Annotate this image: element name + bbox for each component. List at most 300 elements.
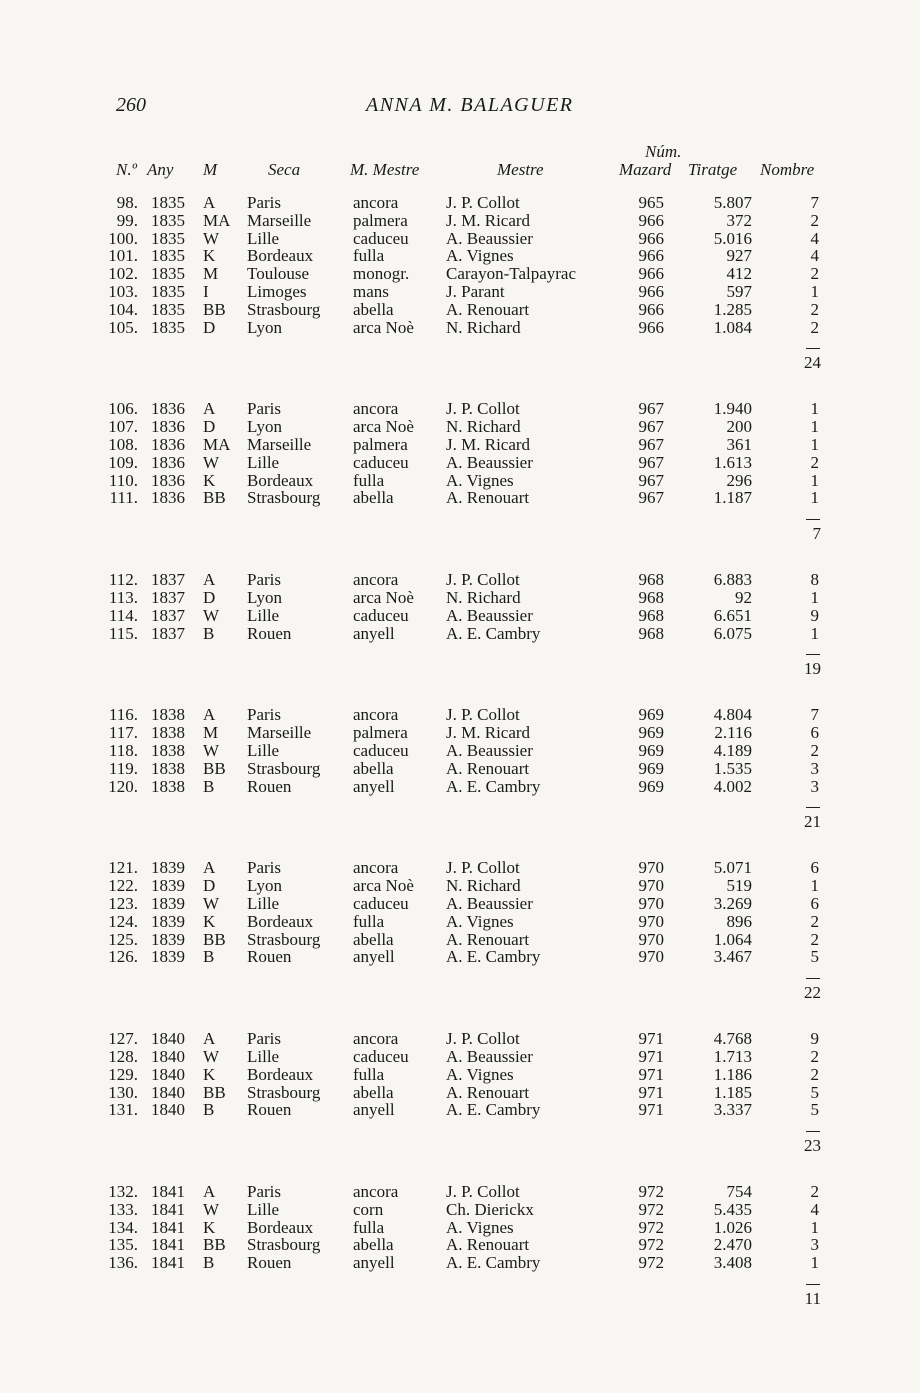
subtotal (0, 966, 920, 1003)
table-row (0, 778, 920, 796)
cell-mint: Rouen (247, 776, 292, 796)
cell-year: 1835 (151, 299, 185, 319)
cell-count: 2 (810, 452, 819, 472)
cell-year: 1841 (151, 1253, 185, 1273)
cell-mint: Strasbourg (247, 758, 321, 778)
cell-number: 109. (108, 452, 138, 472)
cell-number: 111. (109, 488, 138, 508)
cell-mint-master-mark: abella (353, 488, 394, 508)
cell-mazard: 966 (638, 246, 664, 266)
subtotal-rule (806, 519, 820, 520)
cell-mint-master-mark: ancora (353, 193, 399, 212)
cell-year: 1836 (151, 488, 185, 508)
table-row (0, 742, 920, 760)
cell-mint-master: A. E. Cambry (446, 947, 541, 967)
cell-mazard: 972 (638, 1182, 664, 1202)
cell-mint-mark: B (203, 1253, 215, 1273)
cell-year: 1841 (151, 1235, 185, 1255)
cell-mintage: 92 (735, 587, 752, 607)
cell-count: 1 (810, 587, 819, 607)
cell-mintage: 6.651 (713, 605, 752, 625)
cell-mazard: 972 (638, 1253, 664, 1273)
cell-mint-master-mark: ancora (353, 570, 399, 590)
cell-mint-master: N. Richard (446, 587, 521, 607)
cell-mint: Lille (247, 740, 280, 760)
cell-mazard: 968 (638, 587, 664, 607)
subtotal (0, 1119, 920, 1156)
cell-number: 116. (108, 705, 138, 725)
page-number: 260 (116, 94, 146, 116)
cell-mint: Bordeaux (247, 246, 314, 266)
cell-year: 1838 (151, 758, 185, 778)
cell-mint-master: J. P. Collot (446, 399, 520, 419)
cell-year: 1835 (151, 264, 185, 284)
cell-mazard: 971 (638, 1046, 664, 1066)
cell-year: 1839 (151, 876, 185, 896)
cell-mintage: 2.116 (714, 723, 752, 743)
cell-number: 110. (108, 470, 138, 490)
cell-mintage: 3.269 (713, 893, 752, 913)
table-row (0, 931, 920, 949)
cell-year: 1839 (151, 929, 185, 949)
cell-number: 99. (116, 210, 138, 230)
cell-mint: Bordeaux (247, 911, 314, 931)
cell-mazard: 968 (638, 623, 664, 643)
cell-mint-master: Ch. Dierickx (446, 1199, 534, 1219)
table-row (0, 948, 920, 966)
cell-mint: Strasbourg (247, 1082, 321, 1102)
cell-mint-master-mark: abella (353, 1082, 394, 1102)
cell-mint-master-mark: abella (353, 299, 394, 319)
cell-mazard: 972 (638, 1217, 664, 1237)
cell-mint: Paris (247, 193, 281, 212)
cell-year: 1840 (151, 1046, 185, 1066)
table-row (0, 877, 920, 895)
cell-mint-master: N. Richard (446, 417, 521, 437)
cell-count: 2 (810, 1046, 819, 1066)
cell-mint-master: A. Renouart (446, 299, 530, 319)
cell-mint: Lille (247, 228, 280, 248)
table-row (0, 1101, 920, 1119)
cell-mint-master-mark: fulla (353, 1064, 385, 1084)
column-header-mestre: Mestre (497, 160, 544, 179)
cell-mintage: 296 (726, 470, 752, 490)
cell-mintage: 927 (726, 246, 752, 266)
table-row (0, 589, 920, 607)
cell-number: 102. (108, 264, 138, 284)
cell-year: 1837 (151, 570, 185, 590)
cell-year: 1840 (151, 1029, 185, 1049)
table-row (0, 436, 920, 454)
cell-mint-mark: W (203, 1046, 220, 1066)
subtotal-value: 19 (804, 659, 821, 679)
table-row (0, 319, 920, 337)
table-row (0, 472, 920, 490)
table-row (0, 571, 920, 589)
cell-year: 1836 (151, 417, 185, 437)
cell-mint: Lille (247, 605, 280, 625)
cell-number: 103. (108, 281, 138, 301)
cell-count: 5 (810, 1100, 819, 1120)
cell-count: 2 (810, 1182, 819, 1202)
cell-mintage: 1.285 (713, 299, 752, 319)
cell-mint: Lyon (247, 876, 282, 896)
cell-number: 108. (108, 434, 138, 454)
cell-count: 2 (810, 299, 819, 319)
cell-number: 136. (108, 1253, 138, 1273)
table-row (0, 1048, 920, 1066)
cell-mintage: 1.613 (713, 452, 752, 472)
cell-number: 104. (108, 299, 138, 319)
cell-mintage: 6.883 (713, 570, 752, 590)
cell-mint: Paris (247, 858, 281, 878)
table-row (0, 247, 920, 265)
cell-mintage: 4.768 (713, 1029, 752, 1049)
cell-mint-mark: A (203, 1029, 216, 1049)
cell-mintage: 3.337 (713, 1100, 752, 1120)
cell-mazard: 967 (638, 434, 664, 454)
cell-year: 1840 (151, 1064, 185, 1084)
cell-mint-master: A. Beaussier (446, 605, 533, 625)
cell-mint-master: A. Renouart (446, 1082, 530, 1102)
cell-count: 3 (810, 776, 819, 796)
cell-mazard: 967 (638, 470, 664, 490)
cell-mint-mark: B (203, 776, 215, 796)
cell-mint-mark: A (203, 858, 216, 878)
table-row (0, 454, 920, 472)
cell-number: 133. (108, 1199, 138, 1219)
cell-mint-mark: K (203, 470, 216, 490)
cell-number: 128. (108, 1046, 138, 1066)
table-row (0, 859, 920, 877)
cell-year: 1839 (151, 858, 185, 878)
cell-mint-master-mark: caduceu (353, 740, 409, 760)
table-row (0, 418, 920, 436)
cell-mint-mark: BB (203, 758, 226, 778)
cell-count: 3 (810, 758, 819, 778)
cell-number: 124. (108, 911, 138, 931)
cell-count: 1 (810, 1217, 819, 1237)
cell-mintage: 361 (726, 434, 752, 454)
cell-number: 113. (108, 587, 138, 607)
cell-year: 1841 (151, 1182, 185, 1202)
table-row (0, 1084, 920, 1102)
table-row (0, 283, 920, 301)
cell-number: 131. (108, 1100, 138, 1120)
cell-mintage: 2.470 (713, 1235, 752, 1255)
cell-mint-mark: W (203, 605, 220, 625)
cell-number: 114. (108, 605, 138, 625)
cell-mintage: 4.804 (713, 705, 752, 725)
cell-mint: Lille (247, 1199, 280, 1219)
column-header-m-mestre: M. Mestre (350, 160, 420, 179)
cell-mintage: 4.189 (713, 740, 752, 760)
cell-number: 118. (108, 740, 138, 760)
cell-mint-mark: M (203, 264, 219, 284)
cell-year: 1835 (151, 317, 185, 337)
cell-mint-master-mark: anyell (353, 776, 395, 796)
cell-mazard: 970 (638, 929, 664, 949)
cell-count: 4 (810, 228, 819, 248)
cell-mint: Bordeaux (247, 1217, 314, 1237)
subtotal (0, 1272, 920, 1309)
cell-mazard: 966 (638, 299, 664, 319)
cell-mint: Rouen (247, 947, 292, 967)
table-row (0, 1201, 920, 1219)
cell-mint-mark: I (203, 281, 209, 301)
cell-number: 115. (108, 623, 138, 643)
cell-number: 98. (116, 193, 138, 212)
subtotal-value: 24 (804, 353, 821, 373)
cell-count: 2 (810, 911, 819, 931)
year-group (0, 399, 920, 544)
cell-mint-master-mark: arca Noè (353, 876, 414, 896)
subtotal (0, 795, 920, 832)
cell-mintage: 6.075 (713, 623, 752, 643)
cell-mint-master: A. Beaussier (446, 1046, 533, 1066)
cell-mazard: 970 (638, 876, 664, 896)
cell-mint-master-mark: anyell (353, 1100, 395, 1120)
cell-mazard: 966 (638, 210, 664, 230)
cell-count: 2 (810, 929, 819, 949)
cell-mint-master-mark: arca Noè (353, 587, 414, 607)
cell-mintage: 200 (726, 417, 752, 437)
cell-mazard: 972 (638, 1235, 664, 1255)
cell-mint: Strasbourg (247, 299, 321, 319)
column-header-seca: Seca (268, 160, 301, 179)
cell-mintage: 1.185 (713, 1082, 752, 1102)
cell-mintage: 1.186 (713, 1064, 752, 1084)
cell-mint: Paris (247, 570, 281, 590)
cell-mazard: 969 (638, 758, 664, 778)
cell-mint-mark: W (203, 228, 220, 248)
cell-mint: Strasbourg (247, 929, 321, 949)
cell-year: 1840 (151, 1100, 185, 1120)
cell-mint-mark: D (203, 417, 216, 437)
cell-mazard: 967 (638, 452, 664, 472)
cell-mint-master-mark: corn (353, 1199, 384, 1219)
cell-mint: Lyon (247, 417, 282, 437)
cell-mint-mark: K (203, 1064, 216, 1084)
cell-mazard: 967 (638, 417, 664, 437)
cell-year: 1838 (151, 705, 185, 725)
cell-mint-master: A. Beaussier (446, 452, 533, 472)
cell-count: 6 (810, 723, 819, 743)
cell-number: 122. (108, 876, 138, 896)
cell-mint-master: Carayon-Talpayrac (446, 264, 577, 284)
year-group (0, 570, 920, 679)
cell-mint: Marseille (247, 210, 312, 230)
cell-mint-mark: A (203, 570, 216, 590)
cell-count: 2 (810, 1064, 819, 1084)
table-row (0, 625, 920, 643)
cell-mint: Lyon (247, 587, 282, 607)
subtotal (0, 336, 920, 373)
cell-count: 1 (810, 281, 819, 301)
cell-year: 1838 (151, 740, 185, 760)
column-header-tiratge: Tiratge (688, 160, 738, 179)
cell-year: 1838 (151, 776, 185, 796)
cell-mint-master-mark: caduceu (353, 228, 409, 248)
table-row (0, 301, 920, 319)
cell-number: 126. (108, 947, 138, 967)
table-row (0, 400, 920, 418)
cell-mint: Limoges (247, 281, 307, 301)
cell-mint-mark: BB (203, 1082, 226, 1102)
cell-mint: Rouen (247, 623, 292, 643)
cell-mint-master: J. Parant (446, 281, 505, 301)
cell-number: 100. (108, 228, 138, 248)
cell-year: 1838 (151, 723, 185, 743)
cell-mintage: 5.807 (713, 193, 752, 212)
column-header-n: N.º (116, 160, 137, 179)
cell-mint: Toulouse (247, 264, 310, 284)
cell-mint-master: A. Beaussier (446, 740, 533, 760)
subtotal-rule (806, 807, 820, 808)
cell-mint-master: A. Vignes (446, 246, 514, 266)
cell-count: 1 (810, 417, 819, 437)
cell-mint-master-mark: abella (353, 929, 394, 949)
cell-mazard: 969 (638, 723, 664, 743)
cell-mazard: 967 (638, 488, 664, 508)
cell-year: 1841 (151, 1199, 185, 1219)
cell-count: 9 (810, 1029, 819, 1049)
subtotal-value: 23 (804, 1136, 821, 1156)
cell-count: 1 (810, 876, 819, 896)
cell-mintage: 3.408 (713, 1253, 752, 1273)
cell-mintage: 5.016 (713, 228, 752, 248)
cell-count: 3 (810, 1235, 819, 1255)
cell-count: 6 (810, 858, 819, 878)
cell-mint: Lille (247, 452, 280, 472)
cell-mint: Rouen (247, 1100, 292, 1120)
subtotal-rule (806, 654, 820, 655)
cell-mint-mark: A (203, 705, 216, 725)
subtotal-rule (806, 978, 820, 979)
cell-mazard: 969 (638, 776, 664, 796)
cell-mint-mark: K (203, 911, 216, 931)
cell-mintage: 519 (726, 876, 752, 896)
year-group (0, 858, 920, 1003)
cell-mint-master: A. Renouart (446, 929, 530, 949)
cell-year: 1840 (151, 1082, 185, 1102)
cell-count: 1 (810, 623, 819, 643)
cell-mint-mark: K (203, 246, 216, 266)
cell-mint: Bordeaux (247, 1064, 314, 1084)
cell-mint: Bordeaux (247, 470, 314, 490)
cell-mint-master-mark: abella (353, 758, 394, 778)
cell-mint-mark: BB (203, 1235, 226, 1255)
table-row (0, 212, 920, 230)
cell-mintage: 1.026 (713, 1217, 752, 1237)
cell-mint-master: J. P. Collot (446, 1029, 520, 1049)
cell-mint-mark: W (203, 452, 220, 472)
subtotal (0, 642, 920, 679)
cell-number: 123. (108, 893, 138, 913)
table-row (0, 1030, 920, 1048)
cell-mint-mark: A (203, 1182, 216, 1202)
cell-mintage: 3.467 (713, 947, 752, 967)
cell-mazard: 971 (638, 1029, 664, 1049)
cell-mint: Paris (247, 1182, 281, 1202)
cell-mint-master: J. M. Ricard (446, 434, 531, 454)
cell-mintage: 896 (726, 911, 752, 931)
cell-mint: Paris (247, 705, 281, 725)
cell-mint-master-mark: caduceu (353, 605, 409, 625)
cell-year: 1835 (151, 193, 185, 212)
cell-mint: Rouen (247, 1253, 292, 1273)
cell-mint-master: A. Renouart (446, 488, 530, 508)
cell-mint-mark: BB (203, 929, 226, 949)
table-row (0, 1066, 920, 1084)
cell-mazard: 967 (638, 399, 664, 419)
table-row (0, 913, 920, 931)
table-row (0, 1254, 920, 1272)
cell-mazard: 972 (638, 1199, 664, 1219)
cell-mint-mark: W (203, 893, 220, 913)
cell-count: 1 (810, 434, 819, 454)
table-row (0, 1219, 920, 1237)
cell-count: 8 (810, 570, 819, 590)
cell-mazard: 968 (638, 605, 664, 625)
cell-mintage: 597 (726, 281, 752, 301)
cell-number: 119. (108, 758, 138, 778)
cell-count: 1 (810, 399, 819, 419)
cell-mint: Lyon (247, 317, 282, 337)
cell-mint-master: A. Vignes (446, 911, 514, 931)
cell-mint-master: J. P. Collot (446, 1182, 520, 1202)
cell-mint-master: J. M. Ricard (446, 723, 531, 743)
cell-mint-mark: W (203, 740, 220, 760)
cell-mintage: 1.535 (713, 758, 752, 778)
cell-year: 1836 (151, 470, 185, 490)
cell-mint-master: A. Vignes (446, 1064, 514, 1084)
cell-number: 130. (108, 1082, 138, 1102)
cell-number: 121. (108, 858, 138, 878)
column-header-any: Any (147, 160, 174, 179)
cell-mint-master-mark: ancora (353, 858, 399, 878)
cell-mint-master-mark: arca Noè (353, 417, 414, 437)
cell-mintage: 754 (726, 1182, 752, 1202)
cell-mint: Lille (247, 1046, 280, 1066)
cell-mint: Paris (247, 399, 281, 419)
cell-mint-master: A. Renouart (446, 1235, 530, 1255)
subtotal-rule (806, 1284, 820, 1285)
cell-mint-master: A. Beaussier (446, 893, 533, 913)
cell-mazard: 968 (638, 570, 664, 590)
table-row (0, 265, 920, 283)
cell-year: 1836 (151, 434, 185, 454)
table-row (0, 230, 920, 248)
cell-mint-master: A. E. Cambry (446, 1253, 541, 1273)
year-group (0, 1029, 920, 1156)
cell-mint-master-mark: palmera (353, 210, 408, 230)
cell-mint-master: J. P. Collot (446, 858, 520, 878)
cell-mint-mark: B (203, 1100, 215, 1120)
subtotal-rule (806, 348, 820, 349)
cell-number: 134. (108, 1217, 138, 1237)
cell-mazard: 970 (638, 858, 664, 878)
cell-mazard: 965 (638, 193, 664, 212)
cell-mint-master-mark: anyell (353, 1253, 395, 1273)
cell-mint-mark: MA (203, 434, 231, 454)
cell-count: 1 (810, 1253, 819, 1273)
cell-mint-master: A. E. Cambry (446, 776, 541, 796)
cell-mint-mark: D (203, 876, 216, 896)
cell-mint-mark: A (203, 193, 216, 212)
cell-year: 1837 (151, 587, 185, 607)
cell-number: 135. (108, 1235, 138, 1255)
